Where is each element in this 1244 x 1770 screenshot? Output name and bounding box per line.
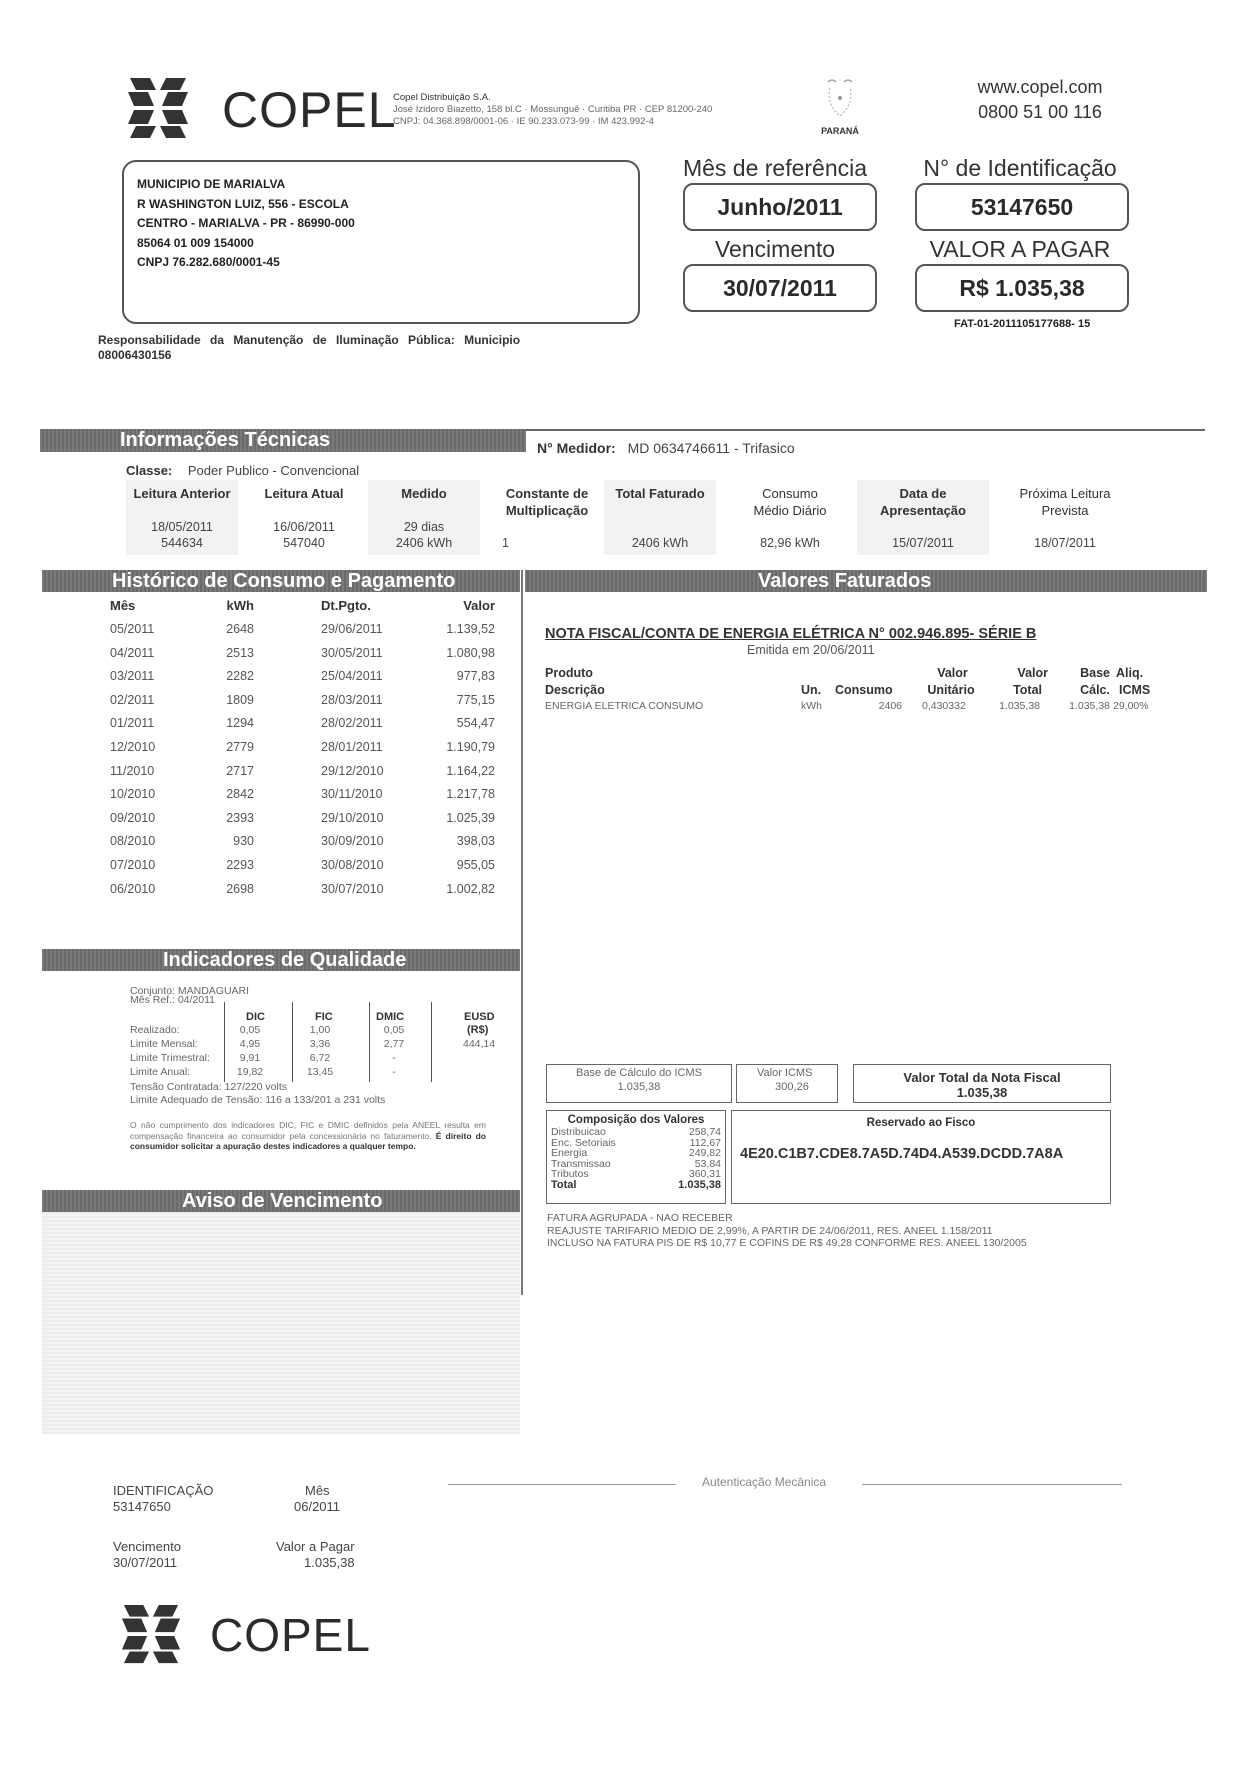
auth-label: Autenticação Mecânica — [702, 1475, 827, 1489]
quality-sep-4 — [431, 1002, 432, 1082]
th-value: Valor — [463, 598, 495, 613]
billing-notes — [547, 1212, 1027, 1250]
company-name: Copel Distribuição S.A. — [393, 92, 491, 103]
id-label: N° de Identificação — [923, 155, 1117, 181]
quality-row-label: Limite Trimestral: — [130, 1052, 210, 1064]
history-kwh: 1809 — [226, 692, 254, 707]
th-total-value-1: Valor — [1017, 666, 1048, 680]
composition-total-value: 1.035,38 — [678, 1178, 721, 1191]
history-title: Histórico de Consumo e Pagamento — [112, 570, 456, 592]
id-value: 53147650 — [915, 183, 1129, 231]
history-header — [42, 570, 520, 592]
ref-month-value: Junho/2011 — [683, 183, 877, 231]
stub-id-value: 53147650 — [113, 1499, 171, 1514]
th-multiplier-1: Constante de — [505, 486, 589, 501]
history-kwh: 2282 — [226, 669, 254, 684]
icms-value-label: Valor ICMS — [757, 1067, 813, 1079]
quality-sep-1 — [224, 1002, 225, 1082]
quality-title: Indicadores de Qualidade — [163, 949, 407, 971]
history-month: 06/2010 — [110, 881, 156, 896]
th-consumption: Consumo — [835, 683, 893, 697]
website-link[interactable]: www.copel.com — [977, 77, 1103, 97]
history-paid-date: 29/10/2010 — [321, 810, 384, 825]
quality-sep-2 — [292, 1002, 293, 1082]
tech-info-header — [40, 429, 526, 452]
item-consumption: 2406 — [878, 700, 902, 712]
nf-total-box — [853, 1064, 1111, 1103]
composition-label: Enc. Setoriais — [551, 1136, 616, 1149]
icms-base-value: 1.035,38 — [617, 1081, 661, 1093]
history-value: 1.164,22 — [446, 763, 495, 778]
auth-line-left — [448, 1484, 676, 1485]
history-value: 1.217,78 — [446, 787, 495, 802]
responsibility-text: Responsabilidade da Manutenção de Iluminação Pública: Municipio — [98, 333, 521, 347]
prev-reading-value: 544634 — [161, 536, 203, 550]
th-paid-date: Dt.Pgto. — [321, 598, 371, 613]
th-total-value-2: Total — [1013, 683, 1042, 697]
stub-id-label: IDENTIFICAÇÃO — [113, 1483, 214, 1498]
th-rate-1: Aliq. — [1116, 666, 1144, 680]
class-label: Classe: — [126, 463, 173, 478]
due-notice-area — [42, 1212, 520, 1434]
history-paid-date: 30/07/2010 — [321, 881, 384, 896]
composition-list — [547, 1126, 725, 1180]
history-value: 398,03 — [456, 834, 495, 849]
quality-dic: 9,91 — [239, 1052, 261, 1064]
th-unit-value-1: Valor — [937, 666, 968, 680]
icms-value: 300,26 — [775, 1081, 809, 1093]
daily-avg-value: 82,96 kWh — [760, 536, 820, 550]
th-daily-avg-1: Consumo — [762, 486, 818, 501]
parana-seal-icon — [820, 76, 860, 126]
item-total-value: 1.035,38 — [999, 700, 1040, 712]
fisco-box — [731, 1110, 1111, 1204]
fisco-code: 4E20.C1B7.CDE8.7A5D.74D4.A539.DCDD.7A8A — [740, 1146, 1064, 1162]
tech-col-prev-reading — [126, 485, 238, 551]
composition-value: 53,84 — [694, 1157, 721, 1170]
history-kwh: 2717 — [226, 763, 254, 778]
stub-amount-label: Valor a Pagar — [276, 1539, 355, 1554]
history-value: 775,15 — [456, 692, 495, 707]
table-row — [110, 858, 495, 882]
history-paid-date: 25/04/2011 — [321, 669, 383, 684]
composition-total-label: Total — [551, 1178, 577, 1191]
tech-col-measured — [368, 485, 480, 551]
composition-total — [547, 1180, 725, 1191]
th-curr-reading: Leitura Atual — [264, 486, 344, 501]
tech-col-multiplier — [486, 485, 608, 551]
icms-base-box — [546, 1064, 732, 1103]
history-kwh: 1294 — [226, 716, 254, 731]
quality-dmic: - — [392, 1066, 396, 1078]
th-next-reading-1: Próxima Leitura — [1019, 486, 1111, 501]
history-paid-date: 30/11/2010 — [321, 787, 383, 802]
quality-dic: 19,82 — [236, 1066, 264, 1078]
billed-header — [525, 570, 1207, 592]
copel-logo-icon — [128, 76, 188, 140]
tech-col-curr-reading — [248, 485, 360, 551]
list-item — [551, 1148, 721, 1159]
quality-dmic: 2,77 — [383, 1038, 405, 1050]
due-value: 30/07/2011 — [683, 264, 877, 312]
stub-due-value: 30/07/2011 — [113, 1555, 178, 1570]
table-row — [110, 693, 495, 717]
composition-label: Energia — [551, 1147, 588, 1159]
total-billed-value: 2406 kWh — [631, 536, 689, 550]
table-row — [110, 716, 495, 740]
tech-col-presentation — [857, 485, 989, 551]
history-month: 12/2010 — [110, 740, 156, 754]
history-value: 1.080,98 — [446, 645, 495, 660]
th-multiplier-2: Multiplicação — [505, 503, 589, 518]
history-paid-date: 29/06/2011 — [321, 622, 383, 636]
th-month: Mês — [110, 598, 136, 613]
history-month: 01/2011 — [110, 716, 155, 731]
nf-total-value: 1.035,38 — [956, 1085, 1008, 1100]
table-row — [110, 740, 495, 764]
quality-row-label: Realizado: — [130, 1024, 180, 1036]
list-item — [551, 1169, 721, 1180]
th-daily-avg-2: Médio Diário — [753, 503, 827, 518]
th-rate-2: ICMS — [1119, 683, 1151, 697]
customer-street: R WASHINGTON LUIZ, 556 - ESCOLA — [137, 196, 349, 211]
tech-col-next-reading — [1000, 485, 1130, 551]
phone-number: 0800 51 00 116 — [978, 102, 1102, 122]
item-description: ENERGIA ELETRICA CONSUMO — [545, 700, 704, 712]
table-row — [110, 787, 495, 811]
voltage-contracted: Tensão Contratada: 127/220 volts — [130, 1081, 288, 1093]
footer-brand-name: COPEL — [210, 1609, 371, 1661]
due-label: Vencimento — [714, 236, 836, 262]
company-registry: CNPJ: 04.368.898/0001-06 · IE 90.233.073-99 · IM 423.992-4 — [393, 116, 654, 127]
tech-col-total-billed — [604, 485, 716, 551]
tech-divider — [525, 429, 1205, 431]
due-notice-header — [42, 1190, 520, 1212]
amount-value: R$ 1.035,38 — [915, 264, 1129, 312]
quality-row-label: Limite Anual: — [130, 1066, 191, 1078]
invoice-code: FAT-01-2011105177688- 15 — [954, 318, 1091, 330]
history-month: 02/2011 — [110, 692, 155, 707]
due-notice-title: Aviso de Vencimento — [182, 1190, 383, 1212]
quality-notice-bold: É direito do consumidor solicitar a apuração destes indicadores a qualquer tempo. — [130, 1130, 486, 1151]
meter-info — [537, 440, 795, 456]
presentation-date: 15/07/2011 — [892, 536, 954, 550]
history-month: 05/2011 — [110, 622, 155, 636]
quality-fic: 13,45 — [306, 1066, 334, 1078]
table-row — [110, 646, 495, 670]
th-base-2: Cálc. — [1080, 683, 1110, 697]
quality-fic: 6,72 — [309, 1052, 331, 1064]
contact-block — [940, 75, 1140, 125]
history-kwh: 930 — [233, 834, 254, 849]
th-unit-value-2: Unitário — [927, 683, 975, 697]
th-unit: Un. — [801, 683, 822, 697]
nf-total-label: Valor Total da Nota Fiscal — [903, 1070, 1061, 1085]
item-unit: kWh — [801, 700, 822, 712]
th-prev-reading: Leitura Anterior — [133, 486, 231, 501]
auth-line-right — [862, 1484, 1122, 1485]
nf-title: NOTA FISCAL/CONTA DE ENERGIA ELÉTRICA N° 002.946.895- SÉRIE B — [545, 626, 1037, 642]
quality-dmic: 0,05 — [383, 1024, 405, 1036]
history-month: 03/2011 — [110, 669, 155, 684]
billed-title: Valores Faturados — [758, 570, 932, 592]
copel-logo-footer-icon — [120, 1603, 182, 1665]
composition-label: Distribuicao — [551, 1126, 606, 1138]
history-table-header — [110, 598, 495, 622]
measured-kwh: 2406 kWh — [395, 536, 453, 550]
history-kwh: 2648 — [226, 622, 254, 636]
history-month: 07/2010 — [110, 858, 156, 872]
item-rate: 29,00% — [1113, 700, 1149, 712]
composition-title: Composição dos Valores — [567, 1114, 705, 1126]
icms-base-label: Base de Cálculo do ICMS — [576, 1067, 702, 1079]
history-kwh: 2842 — [226, 787, 254, 802]
th-total-billed: Total Faturado — [615, 486, 705, 501]
column-divider — [521, 570, 523, 1295]
ref-month-label: Mês de referência — [682, 155, 868, 181]
history-kwh: 2513 — [226, 645, 254, 660]
table-row — [110, 764, 495, 788]
quality-sep-3 — [369, 1002, 370, 1082]
history-value: 977,83 — [456, 669, 495, 684]
th-dic: DIC — [246, 1011, 265, 1023]
quality-ref-month: Mês Ref.: 04/2011 — [130, 994, 216, 1006]
history-month: 04/2011 — [110, 645, 155, 660]
quality-row-label: Limite Mensal: — [130, 1038, 198, 1050]
multiplier-value: 1 — [502, 536, 509, 550]
quality-set: Conjunto: MANDAGUARI — [130, 985, 250, 997]
composition-box — [546, 1110, 726, 1204]
history-paid-date: 28/01/2011 — [321, 740, 383, 754]
table-row — [110, 669, 495, 693]
stub-month-value: 06/2011 — [294, 1499, 341, 1514]
note-grouped-invoice: FATURA AGRUPADA - NAO RECEBER — [547, 1212, 733, 1224]
curr-reading-value: 547040 — [283, 536, 325, 550]
tech-info-title: Informações Técnicas — [120, 429, 331, 451]
history-month: 10/2010 — [110, 787, 156, 802]
history-paid-date: 30/09/2010 — [321, 834, 384, 849]
measured-days: 29 dias — [403, 520, 445, 534]
quality-header — [42, 949, 520, 971]
state-seal-label: PARANÁ — [821, 126, 859, 136]
table-row — [110, 834, 495, 858]
table-row — [110, 622, 495, 646]
amount-label: VALOR A PAGAR — [929, 236, 1111, 262]
company-address: José Izidoro Biazetto, 158 bl.C · Mossunguê · Curitiba PR · CEP 81200-240 — [393, 104, 713, 115]
curr-reading-date: 16/06/2011 — [273, 520, 335, 534]
responsibility-note — [98, 333, 520, 363]
stub-due-label: Vencimento — [113, 1539, 181, 1554]
history-paid-date: 30/08/2010 — [321, 858, 384, 872]
note-pis-cofins: INCLUSO NA FATURA PIS DE R$ 10,77 E COFINS DE R$ 49,28 CONFORME RES. ANEEL 130/2005 — [547, 1237, 1027, 1249]
history-paid-date: 30/05/2011 — [321, 645, 383, 660]
quality-notice-text: O não cumprimento dos indicadores DIC, FIC e DMIC definidos pela ANEEL resulta em compensação financeira ao consumidor pela concessionária no faturamento. — [130, 1120, 486, 1141]
th-presentation-1: Data de — [899, 486, 947, 501]
th-dmic: DMIC — [376, 1011, 405, 1023]
nf-issued: Emitida em 20/06/2011 — [747, 643, 875, 657]
composition-label: Transmissao — [551, 1157, 611, 1170]
tech-table — [126, 485, 1136, 555]
th-base-1: Base — [1080, 666, 1110, 680]
quality-fic: 1,00 — [309, 1024, 331, 1036]
history-value: 1.190,79 — [446, 740, 495, 754]
history-month: 11/2010 — [110, 763, 155, 778]
brand-name: COPEL — [222, 82, 397, 138]
history-value: 955,05 — [456, 858, 495, 872]
quality-notice — [130, 1120, 486, 1152]
voltage-limit: Limite Adequado de Tensão: 116 a 133/201 a 231 volts — [130, 1094, 386, 1106]
th-kwh: kWh — [226, 598, 254, 613]
stub-amount-value: 1.035,38 — [304, 1555, 355, 1570]
history-paid-date: 28/03/2011 — [321, 692, 383, 707]
composition-value: 112,67 — [689, 1136, 721, 1149]
composition-label: Tributos — [551, 1168, 589, 1180]
history-kwh: 2779 — [226, 740, 254, 754]
fisco-label: Reservado ao Fisco — [866, 1117, 976, 1129]
prev-reading-date: 18/05/2011 — [151, 520, 213, 534]
history-value: 1.139,52 — [446, 622, 495, 636]
eusd-value: 444,14 — [463, 1038, 496, 1050]
customer-address-box — [122, 160, 640, 324]
history-paid-date: 29/12/2010 — [321, 763, 384, 778]
table-row — [110, 882, 495, 906]
history-paid-date: 28/02/2011 — [321, 716, 383, 731]
quality-dic: 0,05 — [239, 1024, 261, 1036]
th-fic: FIC — [315, 1011, 333, 1023]
quality-dmic: - — [392, 1052, 396, 1064]
th-product: Produto — [545, 666, 593, 680]
item-unit-value: 0,430332 — [922, 700, 966, 712]
responsibility-phone: 08006430156 — [98, 348, 172, 362]
history-value: 1.025,39 — [446, 810, 495, 825]
history-value: 1.002,82 — [446, 881, 495, 896]
th-eusd: EUSD — [464, 1011, 495, 1023]
stub-month-label: Mês — [305, 1483, 330, 1498]
item-base: 1.035,38 — [1069, 700, 1110, 712]
icms-value-box — [736, 1064, 838, 1103]
composition-value: 258,74 — [688, 1126, 721, 1138]
th-measured: Medido — [401, 486, 447, 501]
th-eusd-unit: (R$) — [467, 1024, 489, 1036]
customer-unit-code: 85064 01 009 154000 — [137, 235, 254, 250]
class-value: Poder Publico - Convencional — [187, 463, 360, 478]
meter-label: N° Medidor: — [537, 440, 616, 456]
next-reading-date: 18/07/2011 — [1034, 536, 1096, 550]
table-row — [110, 811, 495, 835]
customer-cnpj: CNPJ 76.282.680/0001-45 — [137, 255, 280, 269]
composition-value: 249,82 — [688, 1147, 721, 1159]
history-month: 09/2010 — [110, 810, 156, 825]
history-kwh: 2698 — [226, 881, 254, 896]
class-info — [126, 463, 359, 478]
history-kwh: 2293 — [226, 858, 254, 872]
quality-dic: 4,95 — [239, 1038, 261, 1050]
th-description: Descrição — [545, 683, 605, 697]
composition-value: 360,31 — [688, 1168, 721, 1180]
meter-value: MD 0634746611 - Trifasico — [627, 440, 795, 456]
note-tariff-adjustment: REAJUSTE TARIFARIO MEDIO DE 2,99%, A PARTIR DE 24/06/2011, RES. ANEEL 1.158/2011 — [547, 1224, 993, 1237]
history-month: 08/2010 — [110, 834, 156, 849]
history-value: 554,47 — [456, 716, 495, 731]
customer-city: CENTRO - MARIALVA - PR - 86990-000 — [137, 216, 355, 230]
quality-fic: 3,36 — [309, 1038, 331, 1050]
tech-col-daily-avg — [730, 485, 850, 551]
th-presentation-2: Apresentação — [880, 503, 966, 518]
customer-name: MUNICIPIO DE MARIALVA — [137, 177, 286, 191]
history-kwh: 2393 — [226, 810, 254, 825]
th-next-reading-2: Prevista — [1041, 503, 1089, 518]
list-item — [551, 1127, 721, 1138]
company-info — [393, 92, 712, 128]
